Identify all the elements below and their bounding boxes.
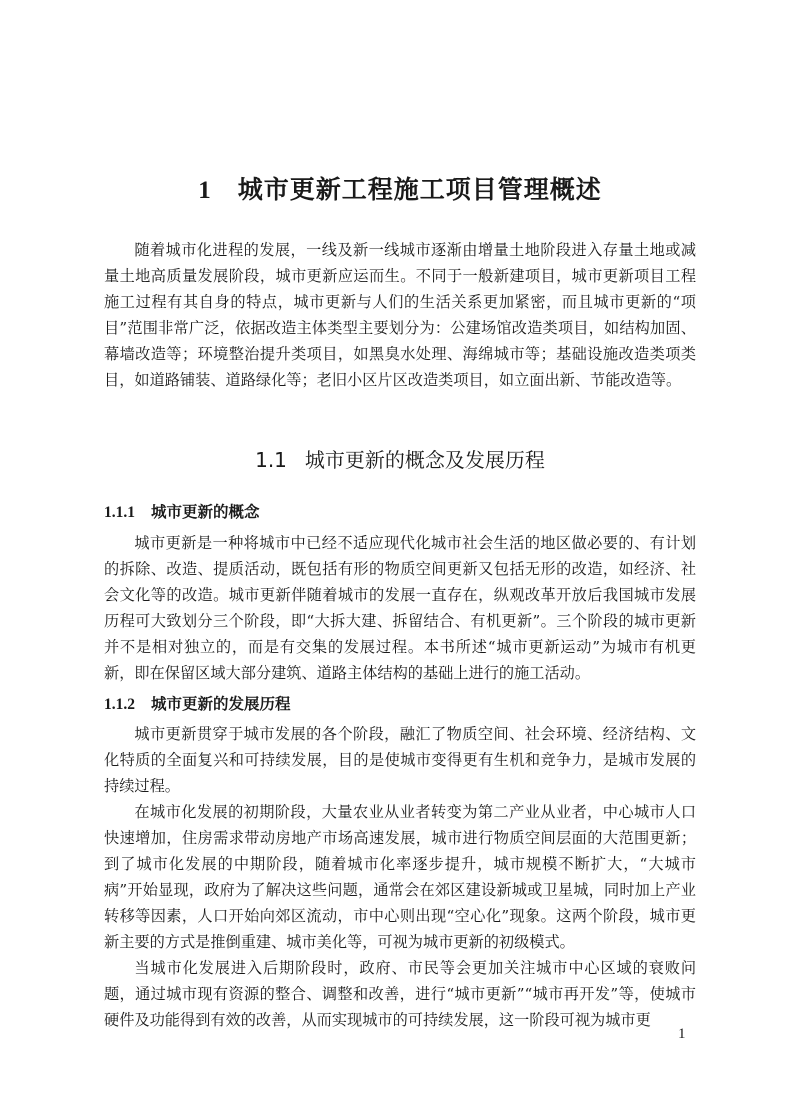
chapter-title: 城市更新工程施工项目管理概述	[237, 175, 602, 204]
intro-paragraph: 随着城市化进程的发展，一线及新一线城市逐渐由增量土地阶段进入存量土地或减量土地高质量发展阶段，城市更新应运而生。不同于一般新建项目，城市更新项目工程施工过程有其自身的特点，城市更新与人们的生活关系更加紧密，而且城市更新的“项目”范围非常广泛，依据改造主体类型主要划分为：公建场馆改造类项目，如结构加固、幕墙改造等；环境整治提升类项目，如黑臭水处理、海绵城市等；基础设施改造类项类目，如道路铺装、道路绿化等；老旧小区片区改造类项目，如立面出新、节能改造等。	[104, 241, 696, 389]
body-paragraph: 当城市化发展进入后期阶段时，政府、市民等会更加关注城市中心区域的衰败问题，通过城市现有资源的整合、调整和改善，进行“城市更新”“城市再开发”等，使城市硬件及功能得到有效的改善，从而实现城市的可持续发展，这一阶段可视为城市更	[104, 959, 696, 1029]
subsection-title: 城市更新的概念	[151, 503, 260, 521]
body-paragraph: 城市更新贯穿于城市发展的各个阶段，融汇了物质空间、社会环境、经济结构、文化特质的全面复兴和可持续发展，目的是使城市变得更有生机和竞争力，是城市发展的持续过程。	[104, 725, 696, 795]
section-number: 1.1	[255, 448, 287, 472]
chapter-heading	[104, 170, 696, 206]
subsection-title: 城市更新的发展历程	[151, 695, 291, 713]
intro-section	[104, 237, 696, 393]
subsection-heading-1	[104, 500, 260, 522]
section-title: 城市更新的概念及发展历程	[304, 448, 545, 472]
page-number: 1	[678, 1026, 686, 1042]
body-paragraph: 在城市化发展的初期阶段，大量农业从业者转变为第二产业从业者，中心城市人口快速增加，住房需求带动房地产市场高速发展，城市进行物质空间层面的大范围更新；到了城市化发展的中期阶段，随着城市化率逐步提升，城市规模不断扩大，“大城市病”开始显现，政府为了解决这些问题，通常会在郊区建设新城或卫星城，同时加上产业转移等因素，人口开始向郊区流动，市中心则出现“空心化”现象。这两个阶段，城市更新主要的方式是推倒重建、城市美化等，可视为城市更新的初级模式。	[104, 803, 696, 951]
subsection-body-2	[104, 721, 696, 1033]
chapter-number: 1	[198, 177, 212, 204]
subsection-body-1	[104, 530, 696, 686]
subsection-number: 1.1.2	[104, 696, 135, 713]
subsection-heading-2	[104, 692, 291, 714]
section-heading	[104, 444, 696, 473]
subsection-number: 1.1.1	[104, 504, 135, 521]
body-paragraph: 城市更新是一种将城市中已经不适应现代化城市社会生活的地区做必要的、有计划的拆除、改造、提质活动，既包括有形的物质空间更新又包括无形的改造，如经济、社会文化等的改造。城市更新伴随着城市的发展一直存在，纵观改革开放后我国城市发展历程可大致划分三个阶段，即“大拆大建、拆留结合、有机更新”。三个阶段的城市更新并不是相对独立的，而是有交集的发展过程。本书所述“城市更新运动”为城市有机更新，即在保留区域大部分建筑、道路主体结构的基础上进行的施工活动。	[104, 534, 696, 682]
